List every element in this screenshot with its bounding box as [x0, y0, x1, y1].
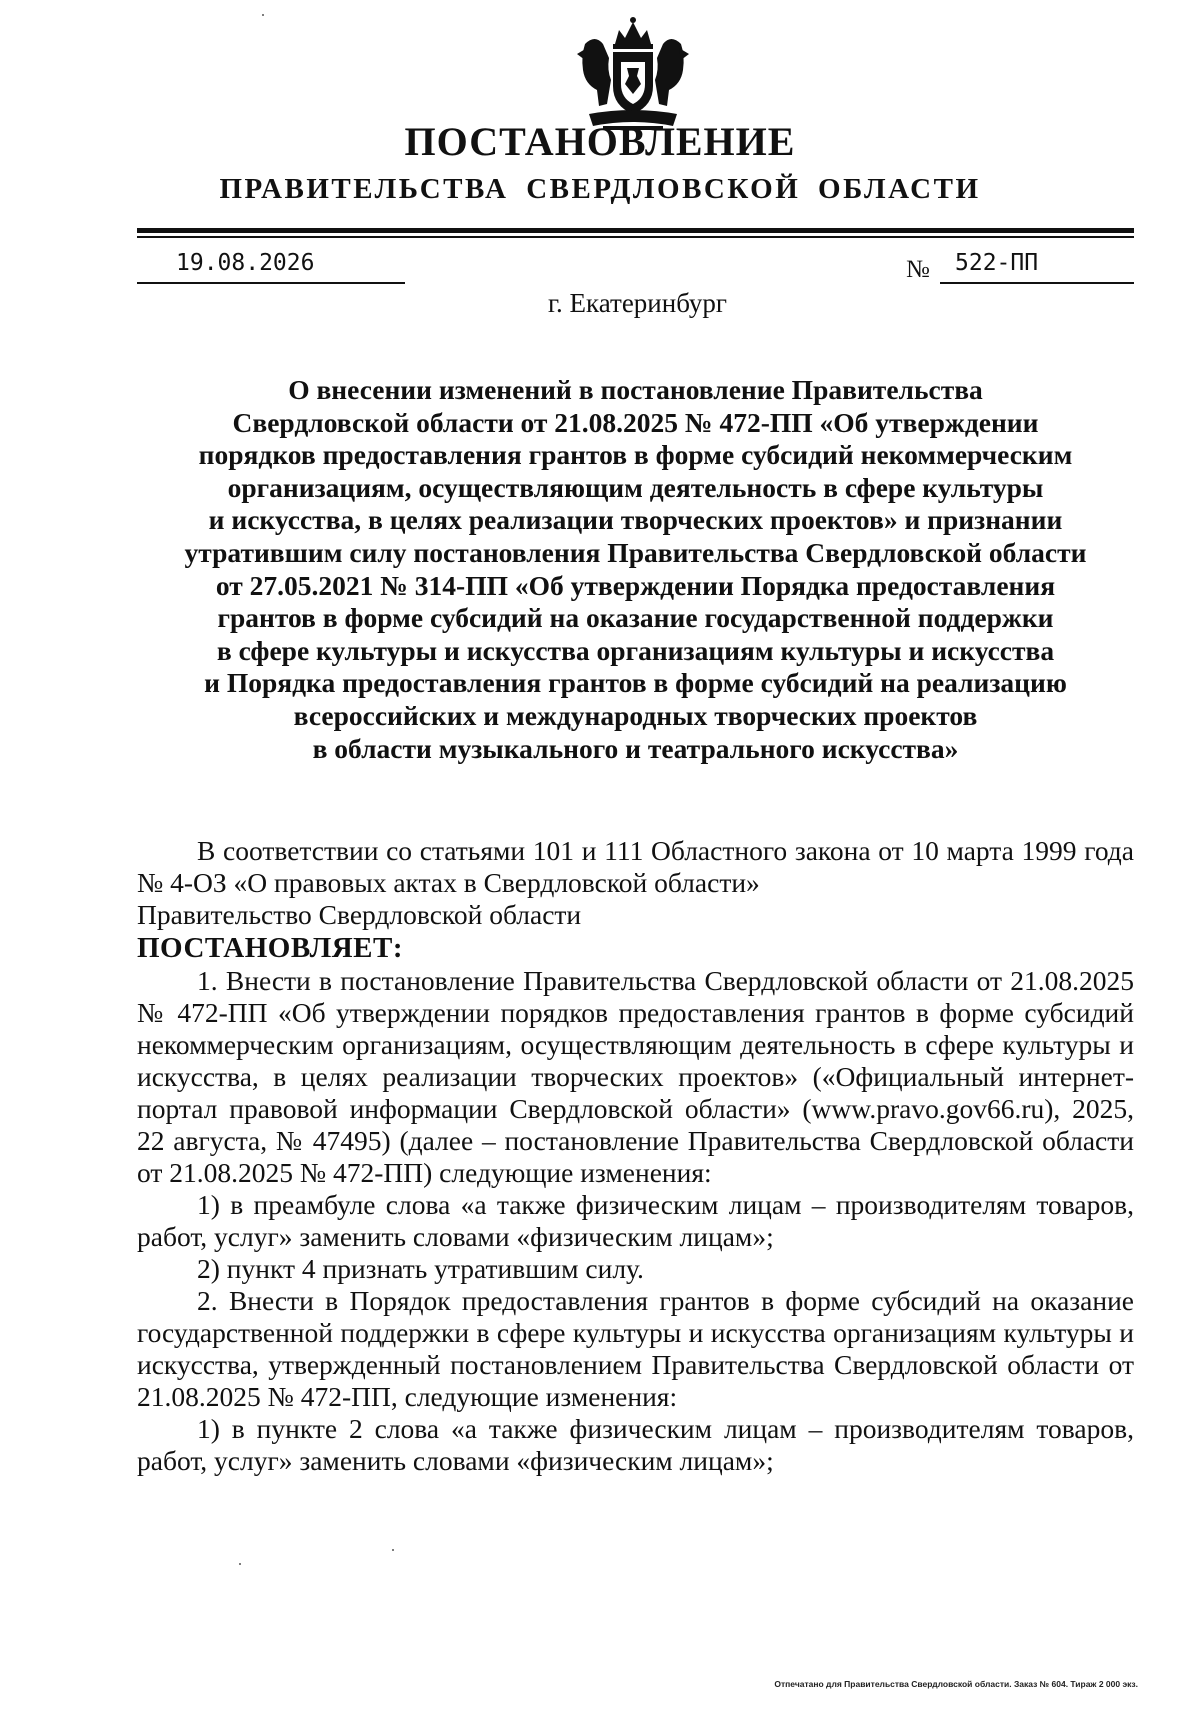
document-title: О внесении изменений в постановление Правительства Свердловской области от 21.08.2025 № 472-ПП «Об утверждении порядков предоставления грантов в форме субсидий некоммерческим организациям, осуществляющим деятельность в сфере культуры и искусства, в целях реализации творческих проектов» и признании утратившим силу постановления Правительства Свердловской области от 27.05.2021 № 314-ПП «Об утверждении Порядка предоставления грантов в форме субсидий на оказание государственной поддержки в сфере культуры и искусства организациям культуры и искусства и Порядка предоставления грантов в форме субсидий на реализацию всероссийских и международных творческих проектов в области музыкального и театрального искусства» [184, 374, 1087, 764]
date-underline [137, 282, 405, 284]
issuer-name: ПРАВИТЕЛЬСТВА СВЕРДЛОВСКОЙ ОБЛАСТИ [219, 173, 981, 205]
scan-speck [262, 14, 264, 16]
scan-speck [239, 1563, 241, 1565]
document-date: 19.08.2026 [176, 250, 315, 276]
number-underline [940, 282, 1134, 284]
decree-heading: ПОСТАНОВЛЯЕТ: [137, 932, 403, 964]
item-2-sub-1: 1) в пункте 2 слова «а также физическим лицам – производителям товаров, работ, услуг» заменить словами «физическим лицам»; [137, 1413, 1134, 1476]
scan-speck [392, 1549, 394, 1551]
item-2: 2. Внести в Порядок предоставления грантов в форме субсидий на оказание государственной поддержки в сфере культуры и искусства организациям культуры и искусства, утвержденный постановлением Правительства Свердловской области от 21.08.2025 № 472-ПП, следующие изменения: [137, 1285, 1134, 1412]
header-divider-thick [137, 228, 1134, 233]
item-1-sub-2: 2) пункт 4 признать утратившим силу. [197, 1253, 644, 1284]
preamble-end: Правительство Свердловской области [137, 899, 582, 930]
item-1-sub-1: 1) в преамбуле слова «а также физическим лицам – производителям товаров, работ, услуг» заменить словами «физическим лицам»; [137, 1189, 1134, 1252]
number-sign: № [906, 256, 930, 283]
coat-of-arms-icon [563, 14, 703, 132]
document-number: 522-ПП [955, 250, 1039, 276]
item-1: 1. Внести в постановление Правительства Свердловской области от 21.08.2025 № 472-ПП «Об утверждении порядков предоставления грантов в форме субсидий некоммерческим организациям, осуществляющим деятельность в сфере культуры и искусства, в целях реализации творческих проектов» («Официальный интернет-портал правовой информации Свердловской области» (www.pravo.gov66.ru), 2025, 22 августа, № 47495) (далее – постановление Правительства Свердловской области от 21.08.2025 № 472-ПП) следующие изменения: [137, 965, 1134, 1188]
header-divider-thin [137, 236, 1134, 238]
preamble: В соответствии со статьями 101 и 111 Областного закона от 10 марта 1999 года № 4-ОЗ «О правовых актах в Свердловской области» [137, 835, 1134, 898]
document-type: ПОСТАНОВЛЕНИЕ [404, 119, 796, 164]
document-body [137, 835, 1134, 1477]
print-imprint: Отпечатано для Правительства Свердловской области. Заказ № 604. Тираж 2 000 экз. [774, 1679, 1138, 1689]
city: г. Екатеринбург [548, 288, 727, 318]
